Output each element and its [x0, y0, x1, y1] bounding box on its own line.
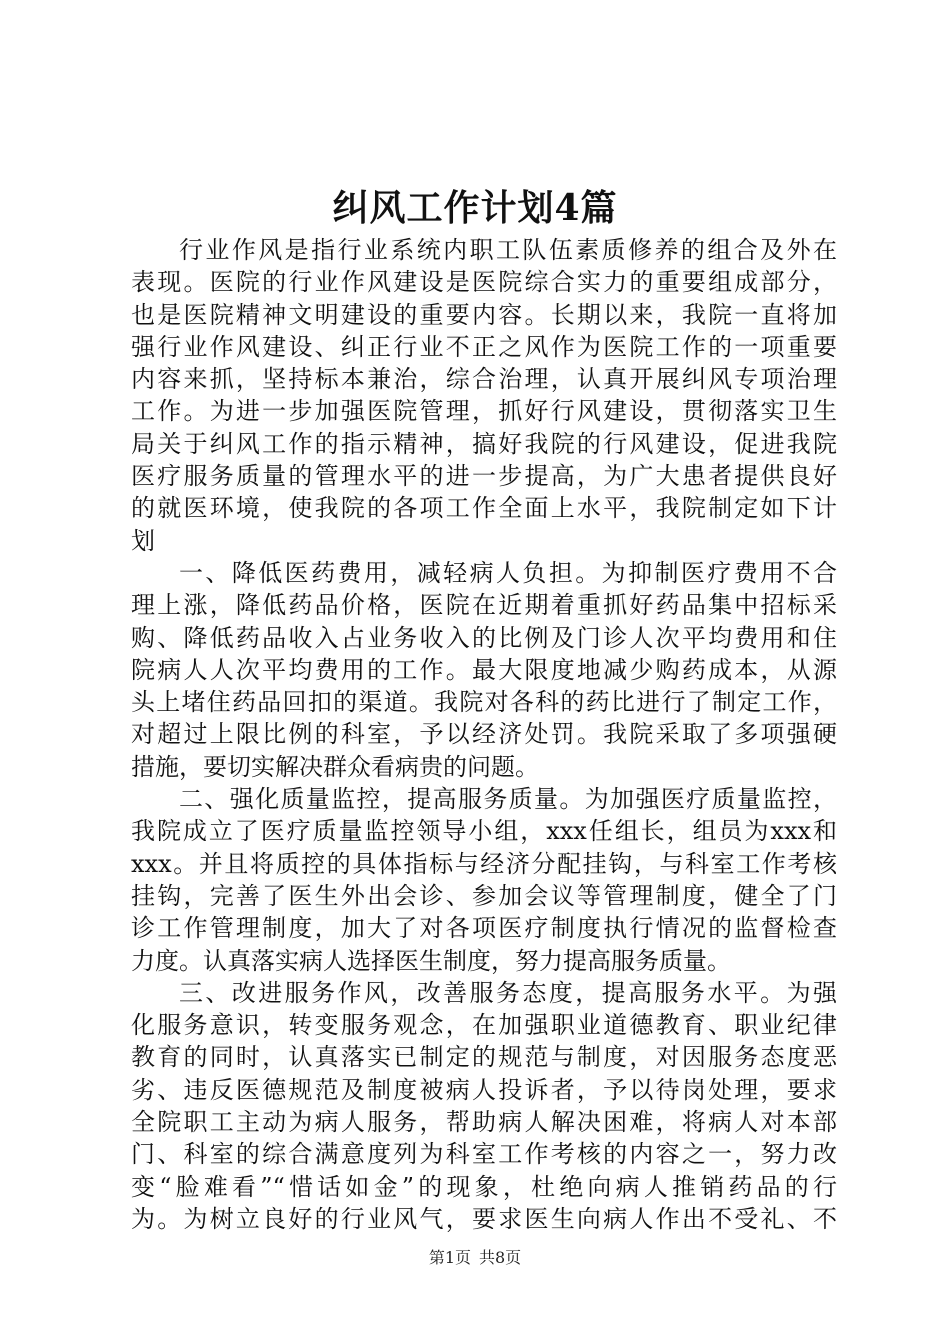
text-line: 购、降低药品收入占业务收入的比例及门诊人次平均费用和住	[131, 623, 837, 652]
text-line: 为。为树立良好的行业风气，要求医生向病人作出不受礼、不	[131, 1204, 837, 1233]
page-number: 第1页	[428, 1248, 471, 1267]
page-total: 共8页	[479, 1248, 522, 1267]
document-body	[131, 234, 837, 1235]
text-line: 对超过上限比例的科室，予以经济处罚。我院采取了多项强硬	[131, 720, 837, 749]
text-line: xxx。并且将质控的具体指标与经济分配挂钩，与科室工作考核	[131, 849, 837, 878]
text-line: 挂钩，完善了医生外出会诊、参加会议等管理制度，健全了门	[131, 881, 837, 910]
text-line: 化服务意识，转变服务观念，在加强职业道德教育、职业纪律	[131, 1011, 837, 1040]
text-line: 二、强化质量监控，提高服务质量。为加强医疗质量监控，	[179, 785, 837, 814]
text-line: 也是医院精神文明建设的重要内容。长期以来，我院一直将加	[131, 300, 837, 329]
text-line: 工作。为进一步加强医院管理，抓好行风建设，贯彻落实卫生	[131, 397, 837, 426]
text-line: 内容来抓，坚持标本兼治，综合治理，认真开展纠风专项治理	[131, 365, 837, 394]
text-line: 三、改进服务作风，改善服务态度，提高服务水平。为强	[179, 978, 837, 1007]
text-line: 医疗服务质量的管理水平的进一步提高，为广大患者提供良好	[131, 462, 837, 491]
text-line: 院病人人次平均费用的工作。最大限度地减少购药成本，从源	[131, 655, 837, 684]
text-line: 教育的同时，认真落实已制定的规范与制度，对因服务态度恶	[131, 1043, 837, 1072]
text-line: 理上涨，降低药品价格，医院在近期着重抓好药品集中招标采	[131, 591, 837, 620]
text-line: 诊工作管理制度，加大了对各项医疗制度执行情况的监督检查	[131, 914, 837, 943]
text-line: 行业作风是指行业系统内职工队伍素质修养的组合及外在	[179, 236, 837, 264]
text-line: 划	[131, 526, 155, 555]
text-line: 措施，要切实解决群众看病贵的问题。	[131, 752, 539, 781]
text-line: 变“脸难看”“惜话如金”的现象，杜绝向病人推销药品的行	[131, 1172, 837, 1201]
text-line: 力度。认真落实病人选择医生制度，努力提高服务质量。	[131, 946, 731, 975]
text-line: 头上堵住药品回扣的渠道。我院对各科的药比进行了制定工作，	[131, 688, 837, 717]
text-line: 我院成立了医疗质量监控领导小组，xxx任组长，组员为xxx和	[131, 817, 837, 846]
text-line: 一、降低医药费用，减轻病人负担。为抑制医疗费用不合	[179, 558, 837, 587]
text-line: 表现。医院的行业作风建设是医院综合实力的重要组成部分，	[131, 268, 837, 297]
text-line: 的就医环境，使我院的各项工作全面上水平，我院制定如下计	[131, 494, 837, 523]
text-line: 劣、违反医德规范及制度被病人投诉者，予以待岗处理，要求	[131, 1075, 837, 1104]
page-footer	[0, 1247, 950, 1269]
text-line: 门、科室的综合满意度列为科室工作考核的内容之一，努力改	[131, 1140, 837, 1169]
text-line: 局关于纠风工作的指示精神，搞好我院的行风建设，促进我院	[131, 429, 837, 458]
text-line: 全院职工主动为病人服务，帮助病人解决困难，将病人对本部	[131, 1108, 837, 1137]
document-title: 纠风工作计划4篇	[332, 187, 618, 229]
text-line: 强行业作风建设、纠正行业不正之风作为医院工作的一项重要	[131, 332, 837, 361]
